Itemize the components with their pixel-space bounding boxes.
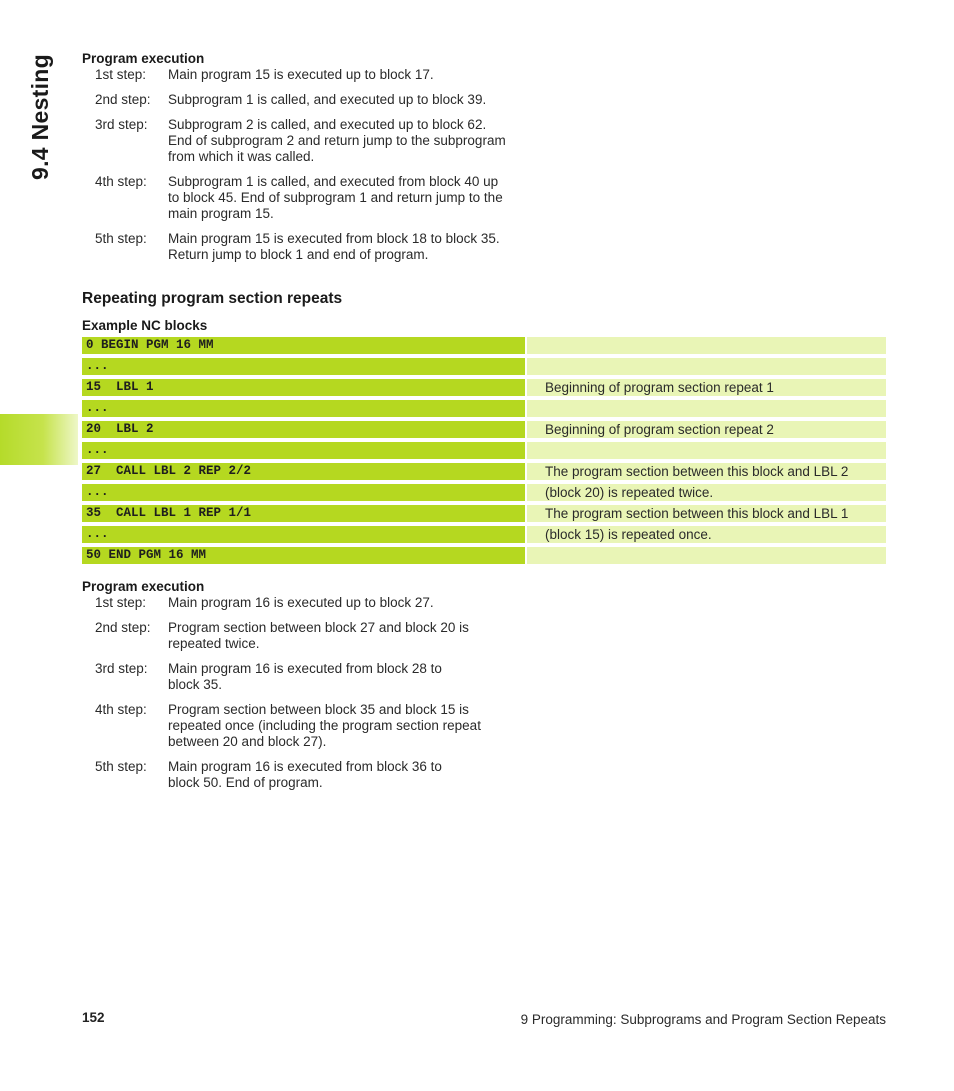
nc-row: [82, 358, 886, 375]
program-execution-heading-1: Program execution: [82, 51, 205, 66]
step-text: Subprogram 1 is called, and executed up to block 39.: [168, 92, 487, 107]
step-label: 3rd step:: [95, 661, 148, 676]
section-heading: Repeating program section repeats: [82, 290, 343, 307]
nc-blocks-table: [82, 337, 886, 568]
nc-comment: (block 15) is repeated once.: [527, 526, 886, 543]
nc-row: [82, 337, 886, 354]
program-execution-heading-2: Program execution: [82, 579, 205, 594]
nc-code: ...: [82, 442, 525, 459]
step-label: 3rd step:: [95, 117, 148, 132]
footer-chapter-title: 9 Programming: Subprograms and Program Section Repeats: [520, 1012, 886, 1027]
step-text: Subprogram 1 is called, and executed from block 40 up to block 45. End of subprogram 1 and return jump to the main program 15.: [168, 174, 503, 221]
chapter-section-title: 9.4 Nesting: [27, 53, 53, 180]
step-label: 4th step:: [95, 174, 147, 189]
step-text: Main program 15 is executed from block 18 to block 35. Return jump to block 1 and end of program.: [168, 231, 500, 262]
nc-row: [82, 547, 886, 564]
nc-code: 20 LBL 2: [82, 421, 525, 438]
step-text: Program section between block 35 and block 15 is repeated once (including the program section repeat between 20 and block 27).: [168, 702, 481, 749]
step-label: 5th step:: [95, 759, 147, 774]
nc-row: [82, 505, 886, 522]
step-item: [95, 620, 525, 652]
step-item: [95, 759, 525, 791]
nc-code: 35 CALL LBL 1 REP 1/1: [82, 505, 525, 522]
step-label: 1st step:: [95, 595, 147, 610]
steps-list-2: [95, 595, 525, 800]
nc-row: [82, 463, 886, 480]
nc-code: ...: [82, 484, 525, 501]
step-item: [95, 231, 525, 263]
nc-row: [82, 379, 886, 396]
step-text: Subprogram 2 is called, and executed up to block 62. End of subprogram 2 and return jump to the subprogram from which it was called.: [168, 117, 506, 164]
step-label: 5th step:: [95, 231, 147, 246]
nc-row: [82, 421, 886, 438]
nc-row: [82, 484, 886, 501]
step-label: 1st step:: [95, 67, 147, 82]
nc-code: ...: [82, 400, 525, 417]
nc-comment: The program section between this block and LBL 2: [527, 463, 886, 480]
chapter-tab-marker: [0, 414, 78, 465]
nc-comment: The program section between this block and LBL 1: [527, 505, 886, 522]
nc-comment: [527, 547, 886, 564]
nc-comment: [527, 400, 886, 417]
nc-comment: [527, 337, 886, 354]
nc-code: ...: [82, 526, 525, 543]
nc-code: 27 CALL LBL 2 REP 2/2: [82, 463, 525, 480]
step-text: Main program 15 is executed up to block 17.: [168, 67, 434, 82]
step-item: [95, 67, 525, 83]
example-nc-blocks-label: Example NC blocks: [82, 318, 208, 333]
nc-comment: Beginning of program section repeat 2: [527, 421, 886, 438]
step-item: [95, 595, 525, 611]
step-text: Program section between block 27 and block 20 is repeated twice.: [168, 620, 469, 651]
step-label: 2nd step:: [95, 92, 151, 107]
page-number: 152: [82, 1010, 105, 1025]
step-label: 2nd step:: [95, 620, 151, 635]
nc-comment: Beginning of program section repeat 1: [527, 379, 886, 396]
step-item: [95, 702, 525, 750]
step-item: [95, 174, 525, 222]
nc-code: 50 END PGM 16 MM: [82, 547, 525, 564]
nc-row: [82, 442, 886, 459]
nc-code: 15 LBL 1: [82, 379, 525, 396]
step-text: Main program 16 is executed from block 28 to block 35.: [168, 661, 442, 692]
step-text: Main program 16 is executed from block 36 to block 50. End of program.: [168, 759, 442, 790]
step-item: [95, 92, 525, 108]
steps-list-1: [95, 67, 525, 272]
step-item: [95, 117, 525, 165]
nc-code: 0 BEGIN PGM 16 MM: [82, 337, 525, 354]
step-text: Main program 16 is executed up to block 27.: [168, 595, 434, 610]
nc-code: ...: [82, 358, 525, 375]
nc-row: [82, 526, 886, 543]
step-label: 4th step:: [95, 702, 147, 717]
nc-row: [82, 400, 886, 417]
nc-comment: [527, 358, 886, 375]
nc-comment: (block 20) is repeated twice.: [527, 484, 886, 501]
nc-comment: [527, 442, 886, 459]
step-item: [95, 661, 525, 693]
